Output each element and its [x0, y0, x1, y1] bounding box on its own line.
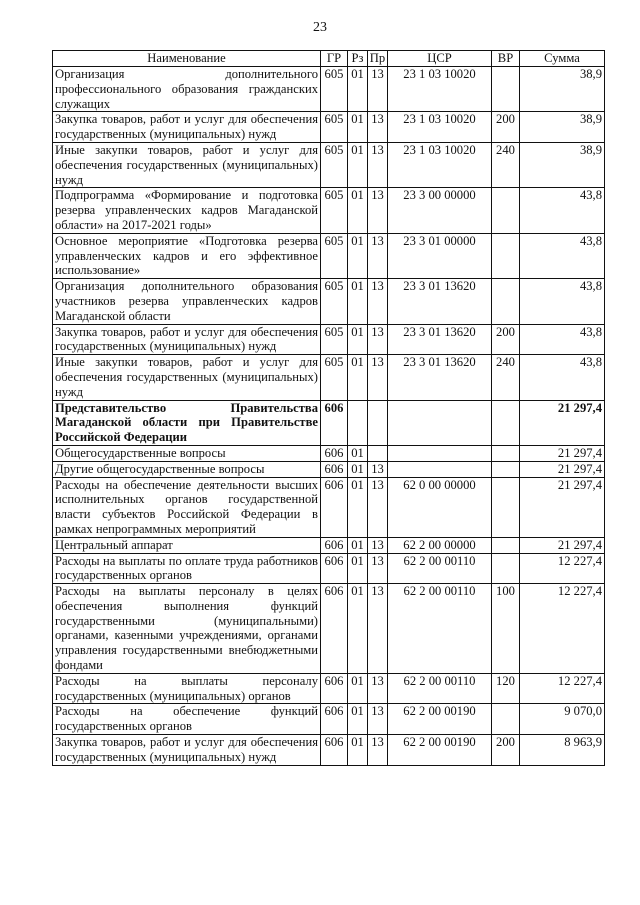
- cell-name: Представительство Правительства Магаданской области при Правительстве Российской Федерации: [53, 400, 321, 445]
- table-body: [53, 67, 605, 766]
- cell-name: Иные закупки товаров, работ и услуг для обеспечения государственных (муниципальных) нужд: [53, 355, 321, 400]
- cell-rz: 01: [348, 67, 368, 112]
- cell-sum: 43,8: [520, 233, 605, 278]
- cell-gr: 606: [321, 537, 348, 553]
- cell-pr: 13: [368, 553, 388, 584]
- header-pr: Пр: [368, 51, 388, 67]
- cell-pr: 13: [368, 233, 388, 278]
- cell-csr: [388, 461, 492, 477]
- cell-rz: 01: [348, 355, 368, 400]
- cell-sum: 38,9: [520, 67, 605, 112]
- cell-pr: 13: [368, 279, 388, 324]
- cell-sum: 21 297,4: [520, 445, 605, 461]
- cell-name: Закупка товаров, работ и услуг для обеспечения государственных (муниципальных) нужд: [53, 324, 321, 355]
- cell-rz: 01: [348, 445, 368, 461]
- cell-gr: 606: [321, 461, 348, 477]
- cell-pr: 13: [368, 112, 388, 143]
- cell-sum: 12 227,4: [520, 553, 605, 584]
- cell-pr: 13: [368, 584, 388, 674]
- cell-csr: [388, 445, 492, 461]
- cell-csr: 23 1 03 10020: [388, 112, 492, 143]
- cell-vr: [492, 400, 520, 445]
- cell-csr: 23 3 01 00000: [388, 233, 492, 278]
- cell-pr: 13: [368, 142, 388, 187]
- cell-sum: 43,8: [520, 279, 605, 324]
- cell-sum: 12 227,4: [520, 584, 605, 674]
- cell-name: Другие общегосударственные вопросы: [53, 461, 321, 477]
- table-row: [53, 537, 605, 553]
- cell-csr: 62 2 00 00190: [388, 704, 492, 735]
- cell-sum: 43,8: [520, 355, 605, 400]
- cell-sum: 21 297,4: [520, 400, 605, 445]
- table-row: [53, 279, 605, 324]
- table-row: [53, 67, 605, 112]
- cell-rz: 01: [348, 112, 368, 143]
- cell-name: Иные закупки товаров, работ и услуг для обеспечения государственных (муниципальных) нужд: [53, 142, 321, 187]
- cell-name: Подпрограмма «Формирование и подготовка резерва управленческих кадров Магаданской области» на 2017-2021 годы»: [53, 188, 321, 233]
- cell-csr: 23 3 01 13620: [388, 279, 492, 324]
- header-row: [53, 51, 605, 67]
- cell-pr: 13: [368, 477, 388, 537]
- cell-gr: 605: [321, 324, 348, 355]
- cell-vr: 240: [492, 355, 520, 400]
- table-row: [53, 142, 605, 187]
- cell-vr: 200: [492, 735, 520, 766]
- cell-sum: 12 227,4: [520, 673, 605, 704]
- cell-vr: 120: [492, 673, 520, 704]
- cell-gr: 606: [321, 400, 348, 445]
- cell-name: Расходы на выплаты по оплате труда работников государственных органов: [53, 553, 321, 584]
- cell-rz: 01: [348, 537, 368, 553]
- table-row: [53, 735, 605, 766]
- table-row: [53, 445, 605, 461]
- header-sum: Сумма: [520, 51, 605, 67]
- cell-gr: 606: [321, 477, 348, 537]
- cell-rz: 01: [348, 704, 368, 735]
- table-row: [53, 188, 605, 233]
- cell-rz: [348, 400, 368, 445]
- cell-sum: 21 297,4: [520, 537, 605, 553]
- cell-pr: [368, 400, 388, 445]
- cell-gr: 605: [321, 355, 348, 400]
- cell-rz: 01: [348, 477, 368, 537]
- cell-csr: 62 2 00 00110: [388, 584, 492, 674]
- cell-rz: 01: [348, 584, 368, 674]
- cell-gr: 605: [321, 142, 348, 187]
- cell-gr: 606: [321, 735, 348, 766]
- cell-vr: [492, 188, 520, 233]
- cell-gr: 605: [321, 279, 348, 324]
- cell-vr: 200: [492, 112, 520, 143]
- cell-vr: 240: [492, 142, 520, 187]
- cell-pr: 13: [368, 324, 388, 355]
- cell-sum: 43,8: [520, 324, 605, 355]
- cell-vr: [492, 537, 520, 553]
- header-name: Наименование: [53, 51, 321, 67]
- cell-sum: 43,8: [520, 188, 605, 233]
- cell-pr: 13: [368, 537, 388, 553]
- cell-name: Общегосударственные вопросы: [53, 445, 321, 461]
- cell-sum: 9 070,0: [520, 704, 605, 735]
- cell-name: Организация дополнительного профессионального образования гражданских служащих: [53, 67, 321, 112]
- cell-rz: 01: [348, 233, 368, 278]
- table-row: [53, 233, 605, 278]
- table-row: [53, 673, 605, 704]
- cell-rz: 01: [348, 142, 368, 187]
- cell-rz: 01: [348, 188, 368, 233]
- table-row: [53, 324, 605, 355]
- cell-sum: 8 963,9: [520, 735, 605, 766]
- table-header: [53, 51, 605, 67]
- cell-rz: 01: [348, 735, 368, 766]
- cell-rz: 01: [348, 673, 368, 704]
- cell-vr: [492, 704, 520, 735]
- cell-pr: 13: [368, 735, 388, 766]
- cell-pr: 13: [368, 704, 388, 735]
- cell-name: Расходы на обеспечение функций государственных органов: [53, 704, 321, 735]
- cell-vr: [492, 67, 520, 112]
- cell-pr: [368, 445, 388, 461]
- cell-vr: [492, 477, 520, 537]
- cell-pr: 13: [368, 188, 388, 233]
- cell-gr: 606: [321, 704, 348, 735]
- cell-sum: 21 297,4: [520, 461, 605, 477]
- cell-csr: [388, 400, 492, 445]
- cell-name: Организация дополнительного образования участников резерва управленческих кадров Магаданской области: [53, 279, 321, 324]
- cell-name: Закупка товаров, работ и услуг для обеспечения государственных (муниципальных) нужд: [53, 735, 321, 766]
- cell-name: Основное мероприятие «Подготовка резерва управленческих кадров и его эффективное использование»: [53, 233, 321, 278]
- page-number: 23: [313, 20, 327, 35]
- table-row: [53, 477, 605, 537]
- cell-pr: 13: [368, 355, 388, 400]
- cell-gr: 606: [321, 584, 348, 674]
- table-row: [53, 461, 605, 477]
- cell-csr: 23 1 03 10020: [388, 142, 492, 187]
- cell-gr: 606: [321, 445, 348, 461]
- cell-pr: 13: [368, 461, 388, 477]
- cell-name: Закупка товаров, работ и услуг для обеспечения государственных (муниципальных) нужд: [53, 112, 321, 143]
- cell-vr: 100: [492, 584, 520, 674]
- header-rz: Рз: [348, 51, 368, 67]
- cell-gr: 605: [321, 67, 348, 112]
- cell-csr: 62 2 00 00110: [388, 553, 492, 584]
- header-vr: ВР: [492, 51, 520, 67]
- table-row: [53, 704, 605, 735]
- cell-rz: 01: [348, 279, 368, 324]
- table-row: [53, 400, 605, 445]
- cell-csr: 62 2 00 00000: [388, 537, 492, 553]
- cell-csr: 62 0 00 00000: [388, 477, 492, 537]
- cell-rz: 01: [348, 324, 368, 355]
- cell-pr: 13: [368, 67, 388, 112]
- cell-vr: [492, 553, 520, 584]
- cell-rz: 01: [348, 553, 368, 584]
- cell-gr: 605: [321, 233, 348, 278]
- cell-rz: 01: [348, 461, 368, 477]
- cell-csr: 23 3 00 00000: [388, 188, 492, 233]
- cell-gr: 606: [321, 673, 348, 704]
- cell-csr: 62 2 00 00110: [388, 673, 492, 704]
- cell-name: Центральный аппарат: [53, 537, 321, 553]
- header-gr: ГР: [321, 51, 348, 67]
- cell-csr: 23 3 01 13620: [388, 324, 492, 355]
- cell-csr: 23 3 01 13620: [388, 355, 492, 400]
- cell-gr: 605: [321, 188, 348, 233]
- cell-csr: 62 2 00 00190: [388, 735, 492, 766]
- cell-pr: 13: [368, 673, 388, 704]
- cell-name: Расходы на выплаты персоналу государственных (муниципальных) органов: [53, 673, 321, 704]
- cell-vr: [492, 233, 520, 278]
- cell-name: Расходы на обеспечение деятельности высших исполнительных органов государственной власти субъектов Российской Федерации в рамках непрограммных мероприятий: [53, 477, 321, 537]
- table-row: [53, 553, 605, 584]
- table-row: [53, 355, 605, 400]
- header-csr: ЦСР: [388, 51, 492, 67]
- cell-vr: [492, 461, 520, 477]
- cell-sum: 38,9: [520, 112, 605, 143]
- cell-gr: 605: [321, 112, 348, 143]
- cell-vr: [492, 279, 520, 324]
- cell-gr: 606: [321, 553, 348, 584]
- cell-vr: [492, 445, 520, 461]
- cell-vr: 200: [492, 324, 520, 355]
- cell-name: Расходы на выплаты персоналу в целях обеспечения выполнения функций государственными (муниципальными) органами, казенными учреждениями, органами управления государственными внебюджетными фондами: [53, 584, 321, 674]
- table-row: [53, 112, 605, 143]
- table-row: [53, 584, 605, 674]
- budget-table: [52, 50, 605, 766]
- cell-csr: 23 1 03 10020: [388, 67, 492, 112]
- cell-sum: 21 297,4: [520, 477, 605, 537]
- cell-sum: 38,9: [520, 142, 605, 187]
